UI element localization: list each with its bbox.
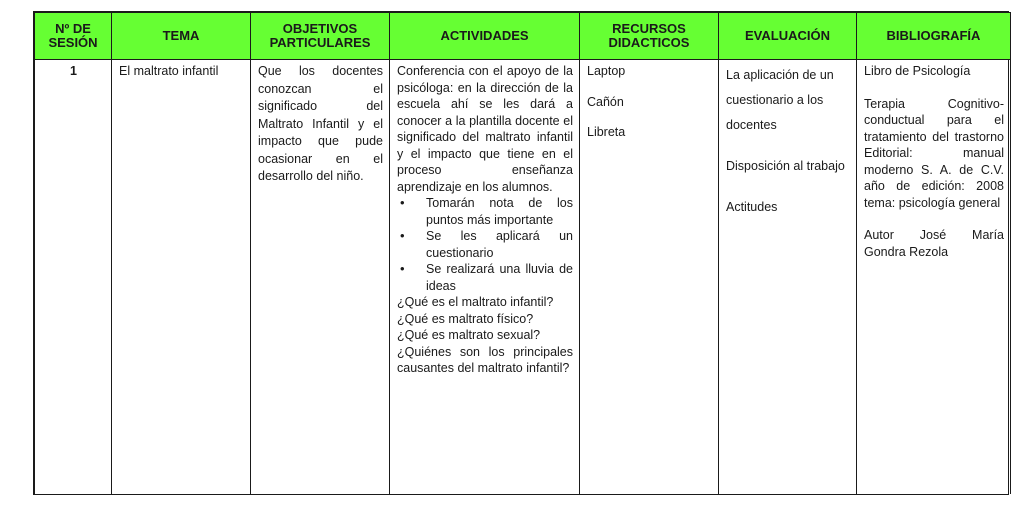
objectives-text: Que los docentes conozcan el significado del Maltrato Infantil y el impacto que pude ocasionar en el desarrollo del niño.	[258, 64, 383, 183]
header-topic-text: TEMA	[162, 28, 200, 43]
activities-question: ¿Qué es el maltrato infantil?	[397, 295, 554, 309]
bibliography-author: Autor José María Gondra Rezola	[864, 228, 1004, 259]
evaluation-item: Actitudes	[726, 200, 778, 214]
header-activities	[390, 13, 580, 60]
bibliography-title: Libro de Psicología	[864, 64, 971, 78]
session-plan-table	[34, 12, 1011, 494]
resource-item: Cañón	[587, 94, 624, 109]
activities-question: ¿Qué es maltrato sexual?	[397, 328, 541, 342]
header-bibliography-text: BIBLIOGRAFÍA	[886, 28, 981, 43]
activities-question: ¿Qué es maltrato físico?	[397, 311, 534, 326]
header-resources	[580, 13, 719, 60]
session-row	[35, 60, 1011, 495]
header-session-number	[35, 13, 112, 60]
evaluation-item: Disposición al trabajo	[726, 159, 845, 173]
activities-bullet-item: • Tomarán nota de los puntos más importante	[426, 195, 573, 228]
resource-item: Libreta	[587, 125, 626, 139]
activities-bullet-item: • Se realizará una lluvia de ideas	[426, 261, 573, 294]
evaluation-item: La aplicación de un cuestionario a los docentes	[726, 68, 834, 132]
topic-text: El maltrato infantil	[119, 64, 219, 78]
header-row	[35, 13, 1011, 60]
header-objectives	[251, 13, 390, 60]
header-topic	[112, 13, 251, 60]
resource-item: Laptop	[587, 64, 626, 78]
cell-objectives	[251, 60, 390, 495]
cell-topic	[112, 60, 251, 495]
cell-session-number	[35, 60, 112, 495]
activities-question: ¿Quiénes son los principales causantes del maltrato infantil?	[397, 344, 573, 375]
cell-resources	[580, 60, 719, 495]
header-objectives-text: OBJETIVOS PARTICULARES	[269, 21, 371, 50]
header-bibliography	[857, 13, 1011, 60]
cell-evaluation	[719, 60, 857, 495]
activities-intro: Conferencia con el apoyo de la psicóloga: en la dirección de la escuela ahí se les dará a conocer a la plantilla docente el significado del maltrato infantil y el impacto que tiene en el proceso enseñanza aprendizaje en los alumnos.	[397, 64, 573, 194]
bibliography-details: Terapia Cognitivo-conductual para el tratamiento del trastorno Editorial: manual moderno S. A. de C.V. año de edición: 2008 tema: psicología general	[864, 96, 1004, 210]
session-plan-sheet	[33, 11, 1009, 495]
header-activities-text: ACTIVIDADES	[440, 28, 529, 43]
activities-bullet-item: • Se les aplicará un cuestionario	[426, 228, 573, 261]
header-session-number-text: Nº DE SESIÓN	[48, 21, 98, 50]
session-number: 1	[70, 64, 77, 78]
header-resources-text: RECURSOS DIDACTICOS	[608, 21, 690, 50]
activities-bullet-list	[397, 195, 573, 294]
cell-bibliography	[857, 60, 1011, 495]
cell-activities	[390, 60, 580, 495]
header-evaluation-text: EVALUACIÓN	[745, 28, 830, 43]
header-evaluation	[719, 13, 857, 60]
